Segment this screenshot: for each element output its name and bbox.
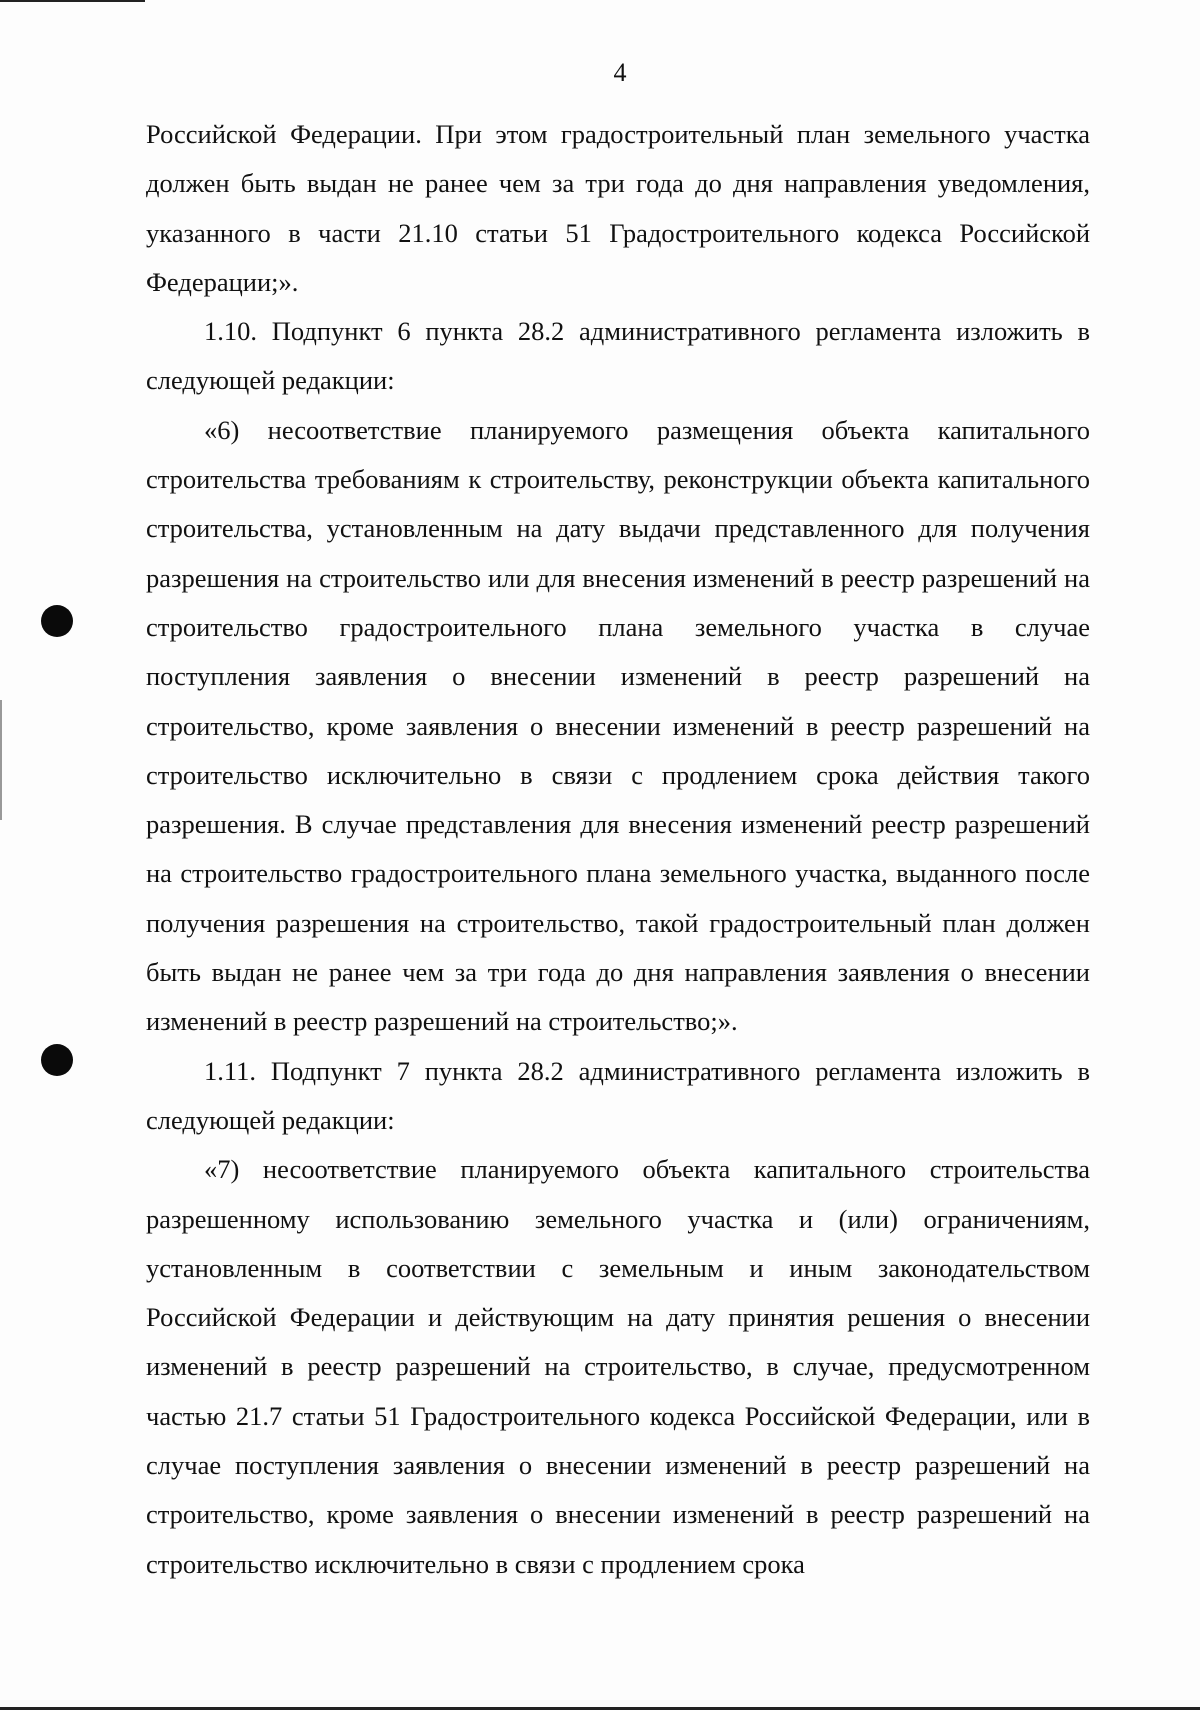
page-number: 4 (613, 58, 627, 87)
document-body (146, 110, 1090, 1589)
paragraph-subitem-7: «7) несоответствие планируемого объекта капитального строительства разрешенному использованию земельного участка и (или) ограничениям, установленным в соответствии с земельным и иным законодательством Российской Федерации и действующим на дату принятия решения о внесении изменений в реестр разрешений на строительство, в случае, предусмотренном частью 21.7 статьи 51 Градостроительного кодекса Российской Федерации, или в случае поступления заявления о внесении изменений в реестр разрешений на строительство, кроме заявления о внесении изменений в реестр разрешений на строительство исключительно в связи с продлением срока (146, 1154, 1090, 1579)
paragraph-continuation: Российской Федерации. При этом градостроительный план земельного участка должен быть выдан не ранее чем за три года до дня направления уведомления, указанного в части 21.10 статьи 51 Градостроительного кодекса Российской Федерации;». (146, 119, 1090, 297)
scan-edge-mark (0, 700, 2, 820)
paragraph-item-1-10: 1.10. Подпункт 6 пункта 28.2 административного регламента изложить в следующей редакции: (146, 316, 1090, 396)
paragraph-subitem-6: «6) несоответствие планируемого размещения объекта капитального строительства требованиям к строительству, реконструкции объекта капитального строительства, установленным на дату выдачи представленного для получения разрешения на строительство или для внесения изменений в реестр разрешений на строительство градостроительного плана земельного участка в случае поступления заявления о внесении изменений в реестр разрешений на строительство, кроме заявления о внесении изменений в реестр разрешений на строительство исключительно в связи с продлением срока действия такого разрешения. В случае представления для внесения изменений реестр разрешений на строительство градостроительного плана земельного участка, выданного после получения разрешения на строительство, такой градостроительный план должен быть выдан не ранее чем за три года до дня направления заявления о внесении изменений в реестр разрешений на строительство;». (146, 414, 1090, 1037)
punch-hole-mark (41, 1044, 73, 1076)
paragraph-item-1-11: 1.11. Подпункт 7 пункта 28.2 административного регламента изложить в следующей редакции: (146, 1055, 1090, 1135)
punch-hole-mark (41, 605, 73, 637)
scan-edge-line (0, 0, 145, 2)
